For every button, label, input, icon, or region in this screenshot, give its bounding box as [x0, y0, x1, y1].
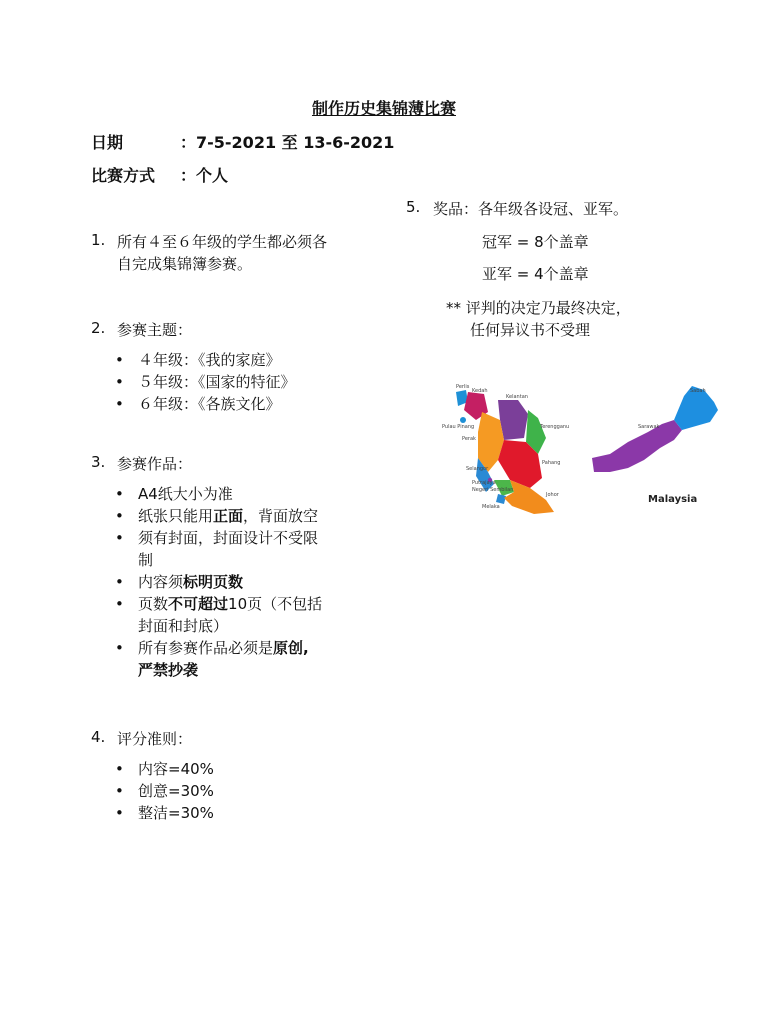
judging-note-2: 任何异议书不受理 [470, 321, 591, 339]
rule-emphasis: 严禁抄袭 [138, 661, 199, 679]
label-perak: Perak [462, 436, 476, 442]
date-value: ：7-5-2021 至 13-6-2021 [180, 133, 395, 152]
section-1-line-1: 所有４至６年级的学生都必须各 [117, 233, 328, 251]
rule-item [115, 505, 322, 527]
rule-item [115, 527, 322, 571]
scoring-list [115, 758, 214, 824]
theme-list [115, 349, 296, 415]
rule-emphasis: 标明页数 [183, 573, 244, 591]
section-3-number: 3. [91, 453, 106, 471]
rule-text: A4纸大小为准 [138, 485, 233, 503]
label-pahang: Pahang [542, 460, 561, 466]
rule-text: 封面和封底） [138, 617, 229, 635]
mode-value: ：个人 [180, 166, 229, 185]
rule-emphasis: 正面 [213, 507, 244, 525]
section-5-number: 5. [406, 198, 421, 216]
theme-item: • ５年级：《国家的特征》 [115, 371, 296, 393]
label-perlis: Perlis [456, 384, 470, 390]
section-1-line-2: 自完成集锦簿参赛。 [117, 255, 253, 273]
label-kelantan: Kelantan [506, 394, 528, 400]
rule-text: 内容须 [138, 573, 184, 591]
section-5-heading: 奖品：各年级各设冠、亚军。 [433, 200, 629, 218]
label-putrajaya: Putrajaya [472, 480, 496, 486]
map-caption: Malaysia [648, 494, 698, 505]
mode-label: 比赛方式 [91, 166, 156, 185]
section-1-number: 1. [91, 231, 106, 249]
sarawak-region [592, 420, 682, 472]
malaysia-map [442, 380, 720, 516]
rule-item [115, 571, 322, 593]
rule-item: • 所有参赛作品必须是原创, 严禁抄袭 [115, 637, 322, 681]
label-negeri-sembilan: Negeri Sembilan [472, 487, 514, 493]
label-selangor: Selangor [466, 466, 489, 472]
section-2-number: 2. [91, 319, 106, 337]
theme-item: • ４年级：《我的家庭》 [115, 349, 296, 371]
judging-note-1: ** 评判的决定乃最终决定， [446, 299, 631, 317]
section-3-heading: 参赛作品： [117, 455, 193, 473]
label-melaka: Melaka [482, 504, 500, 510]
label-sabah: Sabah [690, 388, 706, 394]
label-sarawak: Sarawak [638, 424, 660, 430]
entry-rules-list [115, 483, 322, 681]
pulau-pinang-marker [460, 417, 466, 423]
rule-text: 纸张只能用 [138, 507, 214, 525]
label-kedah: Kedah [472, 388, 488, 394]
theme-item: • ６年级：《各族文化》 [115, 393, 296, 415]
score-item: • 创意=30% [115, 780, 214, 802]
section-4-number: 4. [91, 728, 106, 746]
runnerup-prize: 亚军 = 4个盖章 [482, 265, 589, 283]
rule-emphasis: 不可超过 [168, 595, 229, 613]
champion-prize: 冠军 = 8个盖章 [482, 233, 589, 251]
section-2-heading: 参赛主题： [117, 321, 193, 339]
label-terengganu: Terengganu [540, 424, 570, 430]
rule-emphasis: 原创 [273, 639, 304, 657]
rule-text: 须有封面，封面设计不受限 [138, 529, 319, 547]
rule-text: 10页（不包括 [228, 595, 323, 613]
score-item: • 内容=40% [115, 758, 214, 780]
page-title: 制作历史集锦薄比赛 [311, 99, 456, 118]
date-label: 日期 [91, 133, 124, 152]
rule-text: 制 [138, 551, 154, 569]
label-pulau-pinang: Pulau Pinang [442, 424, 475, 430]
section-4-heading: 评分准则： [117, 730, 193, 748]
score-item: • 整洁=30% [115, 802, 214, 824]
label-johor: Johor [546, 492, 559, 498]
rule-text: 页数 [138, 595, 169, 613]
rule-text: ，背面放空 [243, 507, 319, 525]
rule-text: 所有参赛作品必须是 [138, 639, 274, 657]
melaka-region [496, 494, 506, 504]
rule-item [115, 483, 322, 505]
rule-item [115, 593, 322, 637]
